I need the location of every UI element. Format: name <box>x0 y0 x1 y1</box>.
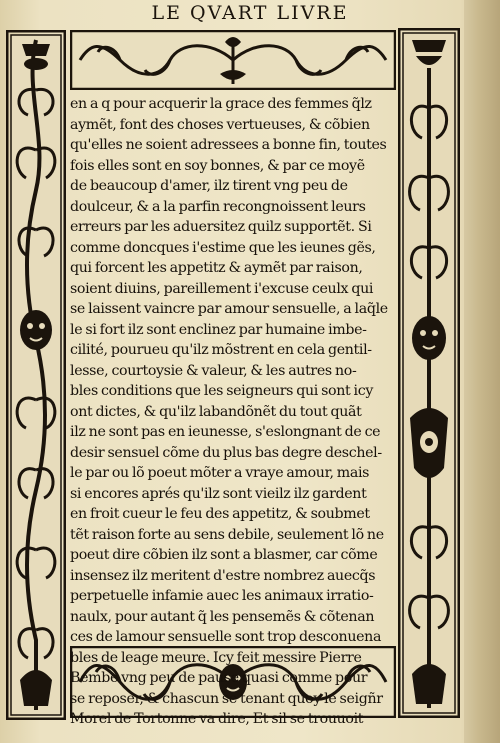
page-edge <box>464 0 500 743</box>
text-line: desir sensuel cõme du plus bas degre deschel- <box>70 444 382 461</box>
text-line: en a q pour acquerir la grace des femmes q̃lz <box>70 96 372 112</box>
text-line: perpetuelle infamie auec les animaux irratio- <box>70 588 374 604</box>
text-line: bles de leage meure. Icy feit messire Pierre <box>70 649 362 666</box>
vertical-vine-border-icon <box>6 30 66 720</box>
text-line: ilz ne sont pas en ieunesse, s'eslongnant de ce <box>70 424 381 440</box>
text-line: se reposer, & chascun se tenant quoy le seigñr <box>70 690 383 707</box>
text-line: ces de lamour sensuelle sont trop desconuena <box>70 629 382 645</box>
text-line: se laissent vaincre par amour sensuelle, a laq̃le <box>70 301 388 317</box>
text-line: erreurs par les aduersitez quilz supportẽt. Si <box>70 219 372 235</box>
text-line: fois elles sont en soy bonnes, & par ce moyẽ <box>70 157 365 174</box>
text-line: Bembe vng peu de pause quasi comme pour <box>70 670 368 686</box>
text-line: poeut dire cõbien ilz sont a blasmer, car cõme <box>70 547 378 563</box>
text-line: Morel de Tortonne va dire, Et sil se trouuoit <box>70 711 364 727</box>
text-line: lesse, courtoysie & valeur, & les autres no- <box>70 362 357 379</box>
text-line: le par ou lõ poeut mõter a vraye amour, mais <box>70 465 370 481</box>
text-line: le si fort ilz sont enclinez par humaine imbe- <box>70 321 367 338</box>
vase-column-border-icon <box>398 28 460 718</box>
text-line: bles conditions que les seigneurs qui sont icy <box>70 383 373 399</box>
text-line: comme doncques i'estime que les ieunes gẽs, <box>70 239 376 256</box>
body-text <box>70 94 396 730</box>
text-line: insensez ilz meritent d'estre nombrez auecq̃s <box>70 567 376 584</box>
text-line: doulceur, & a la parfin recongnoissent leurs <box>70 198 366 215</box>
text-line: en froit cueur le feu des appetitz, & soubmet <box>70 506 370 522</box>
text-line: qu'elles ne soient adressees a bonne fin, toutes <box>70 137 387 153</box>
text-line: si encores aprés qu'ilz sont vieilz ilz gardent <box>70 485 367 502</box>
running-head: LE QVART LIVRE <box>151 2 349 24</box>
text-line: tẽt raison forte au sens debile, seulement lõ ne <box>70 526 384 543</box>
arabesque-headpiece-icon <box>70 30 396 90</box>
text-line: de beaucoup d'amer, ilz tirent vng peu de <box>70 178 348 194</box>
text-line: ont dictes, & qu'ilz labandõnẽt du tout quãt <box>70 403 362 420</box>
text-line: aymẽt, font des choses vertueuses, & cõbien <box>70 116 370 133</box>
text-line: cilité, pourueu qu'ilz mõstrent en cela gentil- <box>70 342 372 358</box>
text-line: naulx, pour autant q̃ les pensemẽs & cõtenan <box>70 608 375 625</box>
text-line: qui forcent les appetitz & aymẽt par raison, <box>70 260 363 276</box>
text-line: soient diuins, pareillement i'excuse ceulx qui <box>70 280 374 297</box>
